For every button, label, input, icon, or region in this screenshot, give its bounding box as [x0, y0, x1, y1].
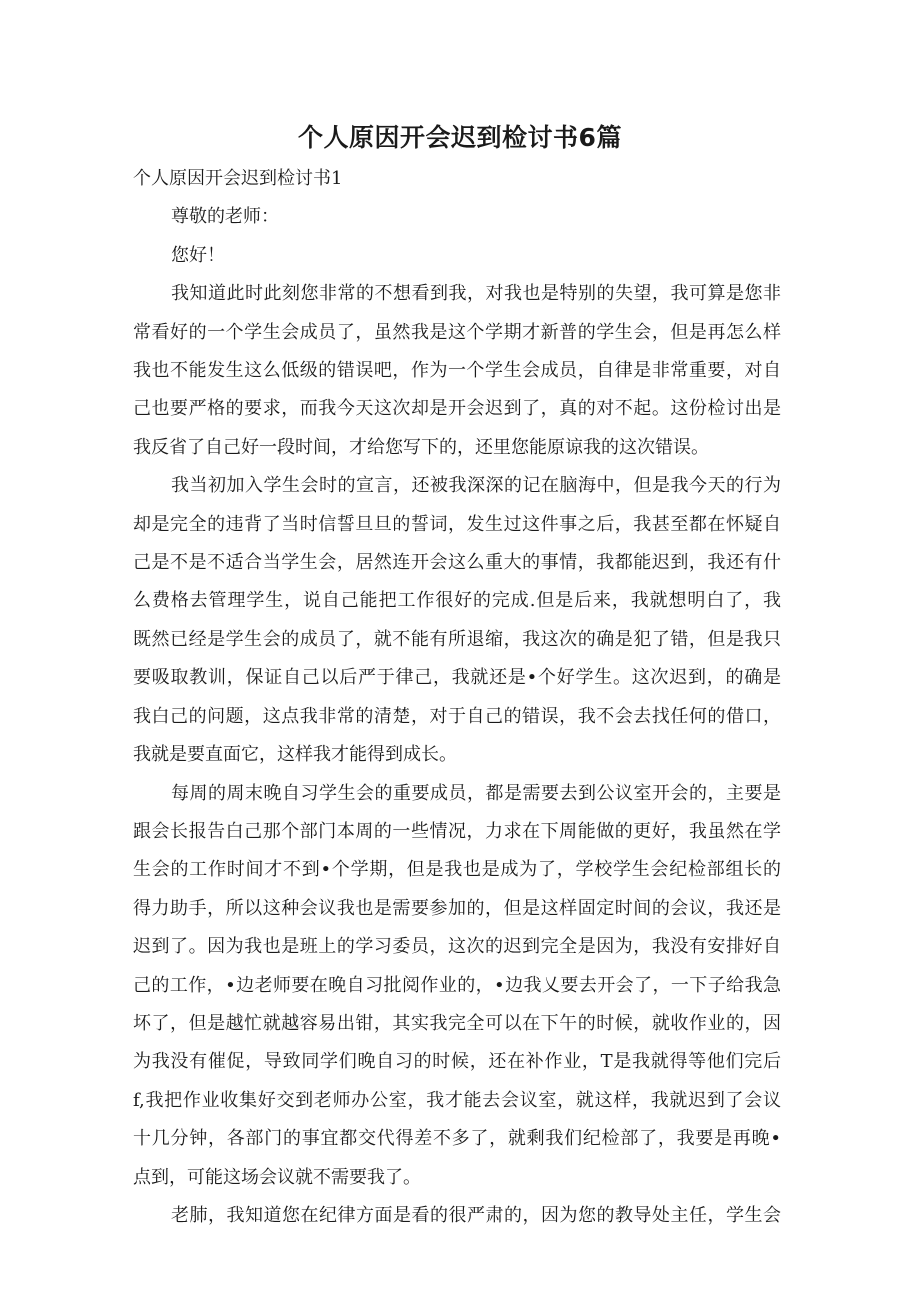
- body-paragraph: [133, 467, 781, 774]
- paragraph-line: 为我没有催促，导致同学们晚自习的时候，还在补作业，T是我就得等他们完后: [133, 1051, 781, 1073]
- paragraph-line: 己的工作，•边老师要在晚自习批阅作业的，•边我乂要去开会了，一下子给我急: [133, 974, 781, 996]
- paragraph-line: 点到，可能这场会议就不需要我了。: [133, 1166, 421, 1188]
- paragraph-line: 常看好的一个学生会成员了，虽然我是这个学期才新普的学生会，但是再怎么样: [133, 321, 781, 343]
- body-paragraph: [133, 1197, 781, 1235]
- paragraph-line: 我白己的问题，这点我非常的清楚，对于自己的错误，我不会去找任何的借口，: [133, 705, 781, 727]
- greeting: 您好！: [171, 244, 225, 266]
- paragraph-line: 要吸取教训，保证自己以后严于律己，我就还是•个好学生。这次迟到，的确是: [133, 667, 781, 689]
- paragraph-line: 却是完全的违背了当时信誓旦旦的誓词，发生过这件事之后，我甚至都在怀疑自: [133, 513, 781, 535]
- paragraph-line: 得力助手，所以这种会议我也是需要参加的，但是这样固定时间的会议，我还是: [133, 897, 781, 919]
- paragraph-line: 十几分钟，各部门的事宜都交代得差不多了，就剩我们纪检部了，我要是再晚•: [133, 1128, 781, 1150]
- paragraph-line: 老肺，我知道您在纪律方面是看的很严肃的，因为您的教导处主任，学生会: [171, 1204, 781, 1226]
- document-title: 个人原因开会迟到检讨书6篇: [298, 123, 622, 152]
- body-paragraph: [133, 275, 781, 467]
- paragraph-line: 跟会长报告白己那个部门本周的一些情况，力求在下周能做的更好，我虽然在学: [133, 820, 781, 842]
- paragraph-line: 我反省了自己好一段时间，才给您写下的，还里您能原谅我的这次错误。: [133, 436, 709, 458]
- salutation: 尊敬的老师：: [171, 206, 279, 228]
- paragraph-line: 既然已经是学生会的成员了，就不能有所退缩，我这次的确是犯了错，但是我只: [133, 628, 781, 650]
- paragraph-list: [133, 275, 781, 1235]
- paragraph-line: 么费格去管理学生，说自己能把工作很好的完成.但是后来，我就想明白了，我: [133, 590, 781, 612]
- paragraph-line: 我当初加入学生会时的宣言，还被我深深的记在脑海中，但是我今天的行为: [171, 475, 781, 497]
- paragraph-line: 己也要严格的要求，而我今天这次却是开会迟到了，真的对不起。这份检讨出是: [133, 398, 781, 420]
- body-paragraph: [133, 775, 781, 1197]
- paragraph-line: 己是不是不适合当学生会，居然连开会这么重大的事情，我都能迟到，我还有什: [133, 552, 781, 574]
- paragraph-line: 坏了，但是越忙就越容易出钳，其实我完全可以在下午的时候，就收作业的，因: [133, 1012, 781, 1034]
- article-title: 个人原因开会迟到检讨书1: [133, 168, 343, 189]
- paragraph-line: f,我把作业收集好交到老师办公室，我才能去会议室，就这样，我就迟到了会议: [133, 1089, 781, 1111]
- paragraph-line: 我知道此时此刻您非常的不想看到我，对我也是特别的失望，我可算是您非: [171, 283, 781, 305]
- paragraph-line: 我就是要直面它，这样我才能得到成长。: [133, 744, 457, 766]
- document-body: [133, 160, 781, 1235]
- paragraph-line: 我也不能发生这么低级的错误吧，作为一个学生会成员，自律是非常重要，对自: [133, 360, 781, 382]
- paragraph-line: 迟到了。因为我也是班上的学习委员，这次的迟到完全是因为，我没有安排好自: [133, 936, 781, 958]
- paragraph-line: 生会的工作时间才不到•个学期，但是我也是成为了，学校学生会纪检部组长的: [133, 859, 781, 881]
- paragraph-line: 每周的周末晚自习学生会的重要成员，都是需要去到公议室开会的，主要是: [171, 782, 781, 804]
